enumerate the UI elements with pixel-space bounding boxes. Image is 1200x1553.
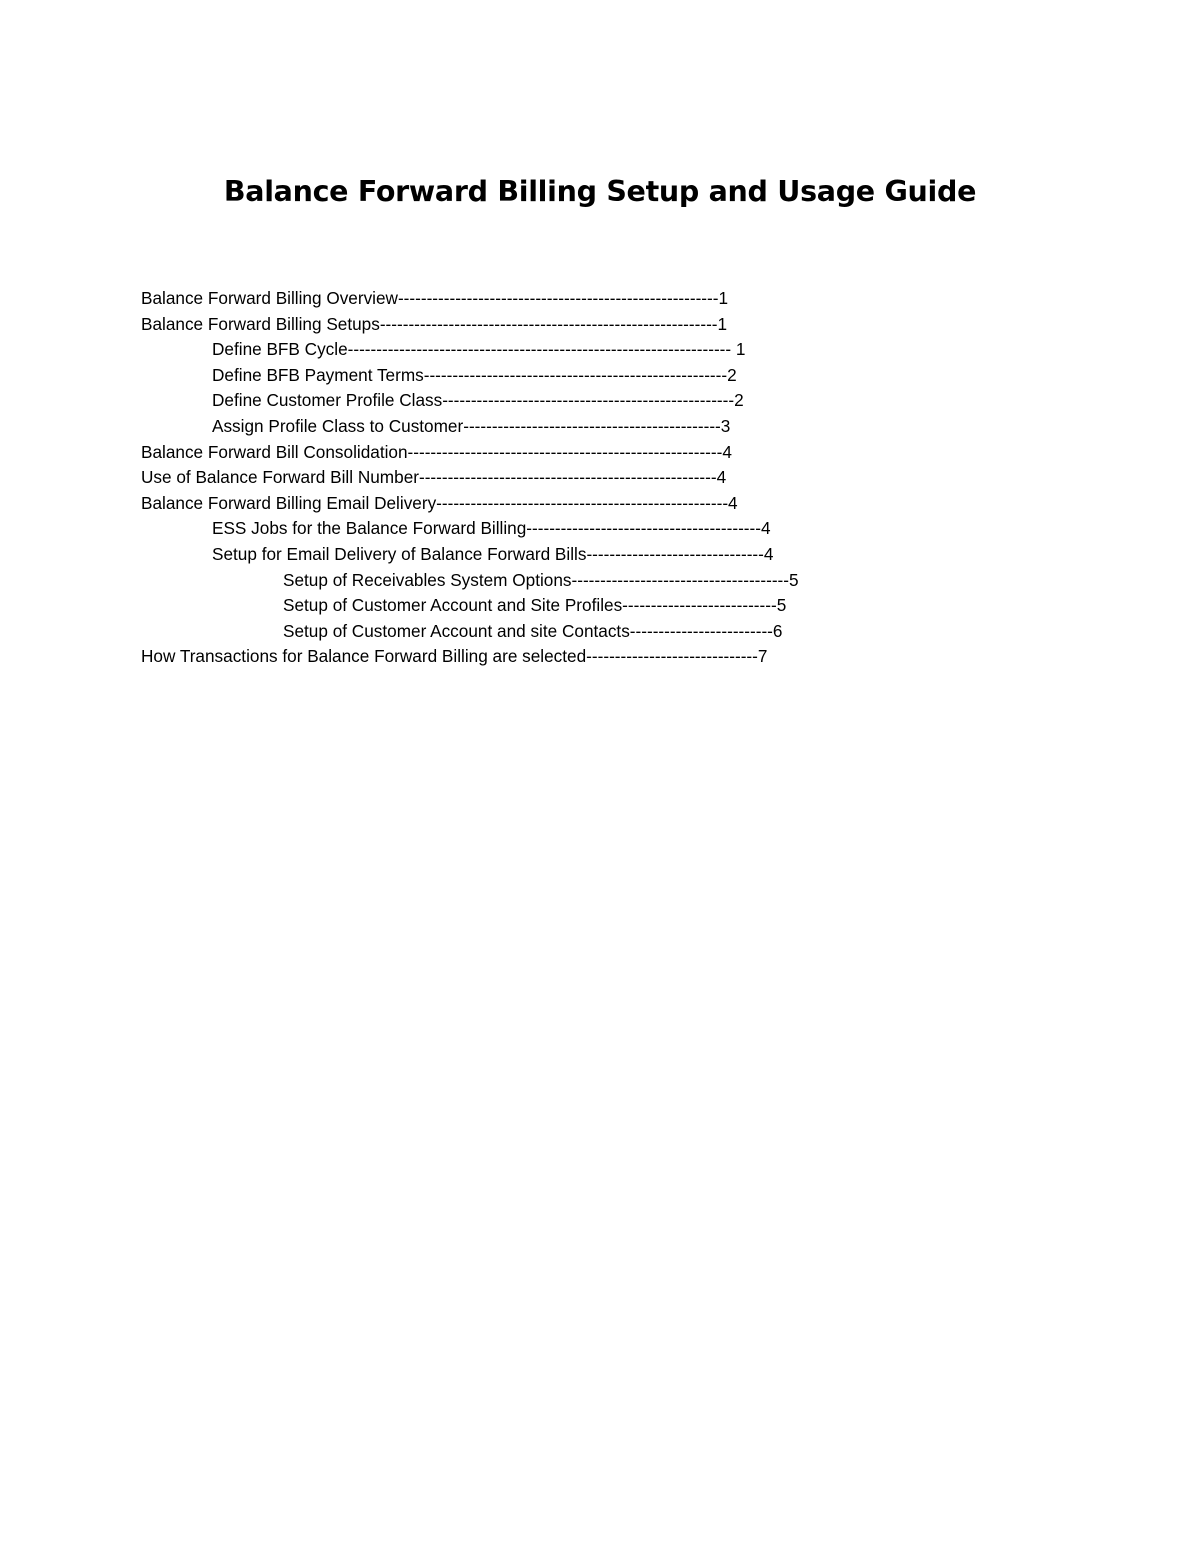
toc-entry-text: How Transactions for Balance Forward Billing are selected------------------------------7 bbox=[141, 646, 768, 667]
toc-entry[interactable] bbox=[141, 337, 941, 363]
toc-entry[interactable] bbox=[141, 542, 941, 568]
toc-entry[interactable] bbox=[141, 619, 941, 645]
toc-entry[interactable] bbox=[141, 644, 941, 670]
toc-entry[interactable] bbox=[141, 363, 941, 389]
toc-entry[interactable] bbox=[141, 516, 941, 542]
toc-entry-text: Define BFB Payment Terms-----------------------------------------------------2 bbox=[212, 364, 737, 385]
toc-entry-text: Define Customer Profile Class---------------------------------------------------2 bbox=[212, 390, 744, 411]
toc-entry[interactable] bbox=[141, 312, 941, 338]
toc-entry[interactable] bbox=[141, 388, 941, 414]
toc-entry-text: Setup of Customer Account and Site Profiles---------------------------5 bbox=[283, 595, 787, 616]
toc-entry-text: Balance Forward Bill Consolidation-------------------------------------------------------4 bbox=[141, 441, 732, 462]
toc-entry[interactable] bbox=[141, 286, 941, 312]
toc-entry-text: Balance Forward Billing Email Delivery---------------------------------------------------4 bbox=[141, 492, 738, 513]
toc-entry[interactable] bbox=[141, 491, 941, 517]
toc-entry-text: Assign Profile Class to Customer---------------------------------------------3 bbox=[212, 415, 731, 436]
toc-entry[interactable] bbox=[141, 414, 941, 440]
toc-entry-text: Balance Forward Billing Setups-----------------------------------------------------------1 bbox=[141, 313, 728, 334]
toc-entry-text: Setup of Customer Account and site Contacts-------------------------6 bbox=[283, 620, 783, 641]
toc-entry-text: Balance Forward Billing Overview--------------------------------------------------------1 bbox=[141, 288, 729, 308]
toc-entry[interactable] bbox=[141, 465, 941, 491]
toc-entry[interactable] bbox=[141, 593, 941, 619]
toc-entry-text: Use of Balance Forward Bill Number----------------------------------------------------4 bbox=[141, 467, 727, 488]
toc-entry-text: Setup of Receivables System Options--------------------------------------5 bbox=[283, 569, 799, 590]
toc-entry-text: Define BFB Cycle------------------------------------------------------------------- 1 bbox=[212, 339, 746, 360]
toc-entry[interactable] bbox=[141, 568, 941, 594]
table-of-contents bbox=[141, 286, 941, 670]
toc-entry-text: Setup for Email Delivery of Balance Forward Bills-------------------------------4 bbox=[212, 543, 774, 564]
toc-entry[interactable] bbox=[141, 440, 941, 466]
document-title: Balance Forward Billing Setup and Usage Guide bbox=[223, 175, 977, 208]
toc-entry-text: ESS Jobs for the Balance Forward Billing-----------------------------------------4 bbox=[212, 518, 771, 539]
